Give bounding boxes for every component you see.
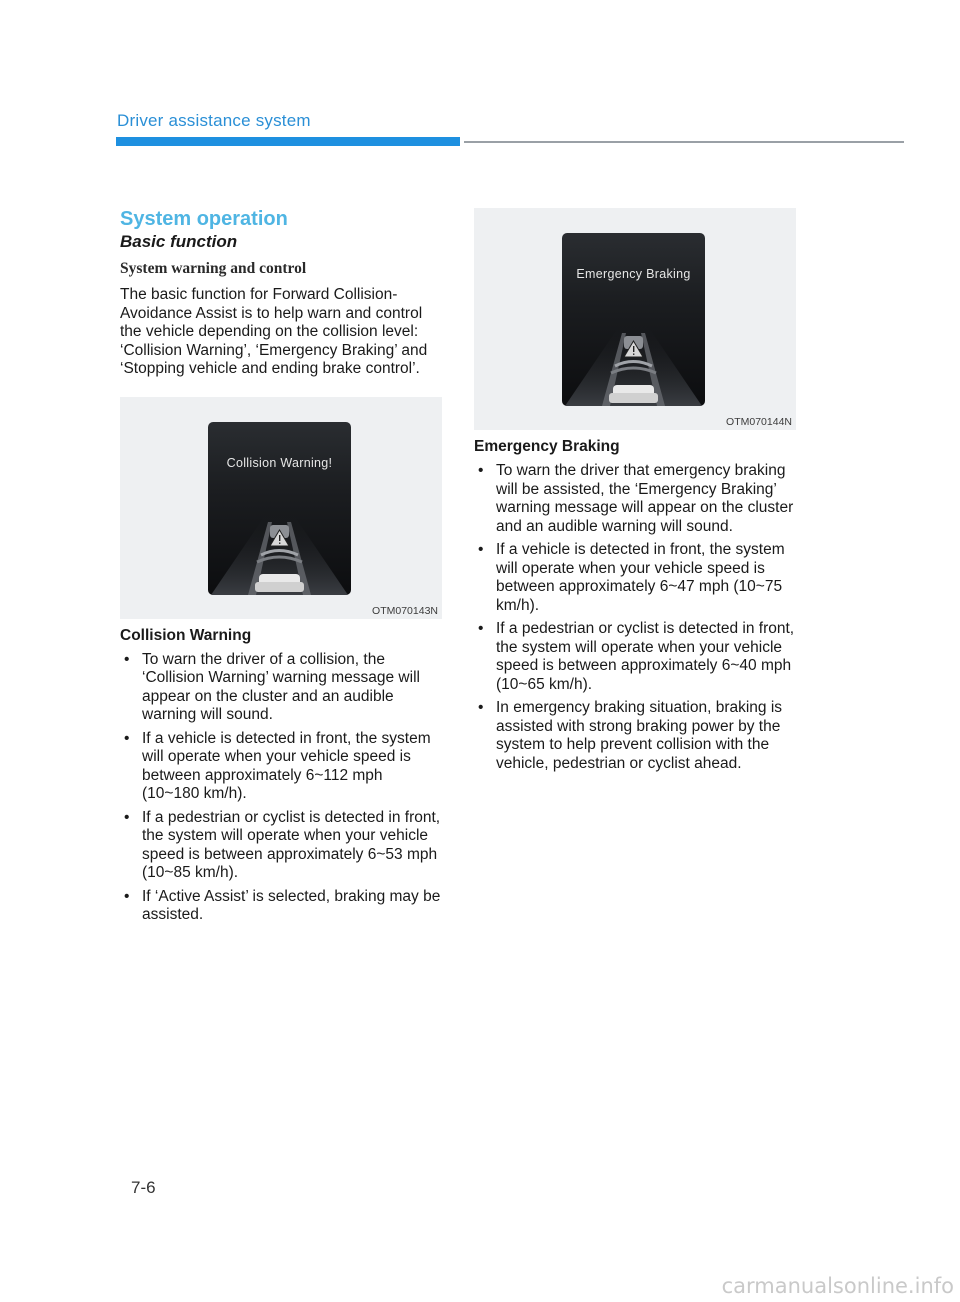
bullet-icon: • bbox=[478, 541, 484, 558]
list-item: • In emergency braking situation, braking is assisted with strong braking power by the system to help prevent collision with the vehicle, pedestrian or cyclist ahead. bbox=[478, 699, 783, 772]
bullet-list bbox=[474, 462, 796, 773]
header-bar-rule bbox=[464, 141, 904, 143]
figure-code: OTM070144N bbox=[726, 416, 792, 428]
figure-caption: Collision Warning bbox=[120, 626, 252, 644]
list-item: • If a pedestrian or cyclist is detected in front, the system will operate when your vehicle speed is between approximately 6~53 mph (10~85 km/h). bbox=[124, 808, 441, 881]
bullet-icon: • bbox=[478, 462, 484, 479]
list-item: • If a vehicle is detected in front, the system will operate when your vehicle speed is between approximately 6~112 mph (10~180 km/h). bbox=[124, 729, 431, 802]
bullet-icon: • bbox=[124, 887, 130, 905]
figure-code: OTM070143N bbox=[372, 604, 438, 617]
screen-message: Emergency Braking bbox=[576, 267, 691, 281]
road-scene-graphic bbox=[562, 233, 705, 406]
section-title: System operation bbox=[120, 208, 288, 230]
list-item: • To warn the driver of a collision, the ‘Collision Warning’ warning message will appear on the cluster and an audible warning will sound. bbox=[124, 650, 420, 723]
figure-caption: Emergency Braking bbox=[474, 438, 620, 455]
list-item: • If ‘Active Assist’ is selected, braking may be assisted. bbox=[124, 887, 441, 923]
subsection-title: Basic function bbox=[120, 232, 238, 251]
bullet-icon: • bbox=[124, 808, 130, 826]
bullet-list bbox=[120, 651, 442, 925]
bullet-icon: • bbox=[478, 620, 484, 637]
cluster-screen bbox=[562, 233, 705, 406]
page-number: 7-6 bbox=[131, 1178, 156, 1197]
watermark: carmanualsonline.info bbox=[721, 1274, 954, 1298]
intro-paragraph: The basic function for Forward Collision-Avoidance Assist is to help warn and control the vehicle depending on the collision level: ‘Collision Warning’, ‘Emergency Braking’ and ‘Stopping vehicle and ending brake control’. bbox=[120, 286, 428, 377]
emergency-braking-figure bbox=[474, 208, 796, 430]
list-item: • To warn the driver that emergency braking will be assisted, the ‘Emergency Braking’ warning message will appear on the cluster and an audible warning will sound. bbox=[478, 462, 794, 535]
left-column bbox=[120, 206, 442, 930]
header-title: Driver assistance system bbox=[117, 111, 311, 130]
header-bar-accent bbox=[116, 137, 460, 146]
screen-message: Collision Warning! bbox=[226, 455, 333, 470]
bullet-icon: • bbox=[124, 650, 130, 668]
road-scene-graphic bbox=[208, 422, 351, 595]
collision-warning-figure bbox=[120, 397, 442, 619]
bullet-icon: • bbox=[124, 729, 130, 747]
list-item: • If a pedestrian or cyclist is detected in front, the system will operate when your vehicle speed is between approximately 6~40 mph (10~65 km/h). bbox=[478, 620, 795, 693]
cluster-screen bbox=[208, 422, 351, 595]
list-item: • If a vehicle is detected in front, the system will operate when your vehicle speed is between approximately 6~47 mph (10~75 km/h). bbox=[478, 541, 785, 614]
subsubsection-title: System warning and control bbox=[120, 260, 307, 277]
right-column bbox=[474, 208, 796, 778]
bullet-icon: • bbox=[478, 699, 484, 716]
